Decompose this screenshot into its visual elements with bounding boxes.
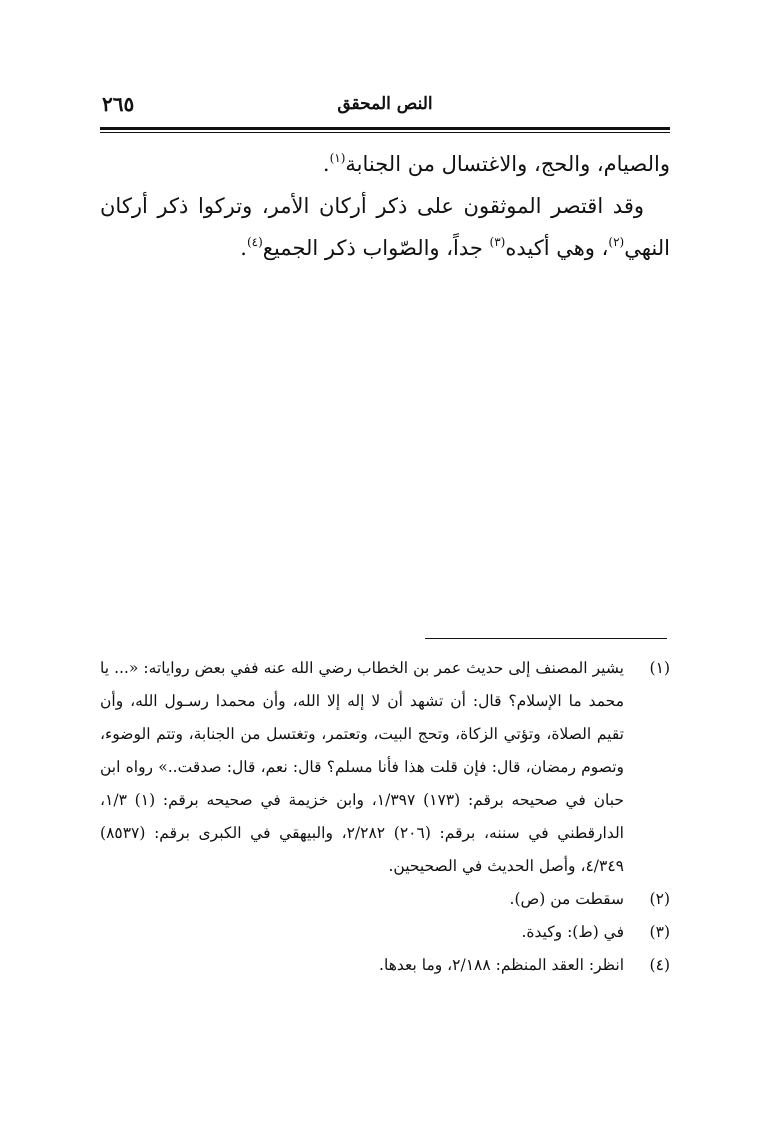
footnote-ref-4[interactable]: (٤) bbox=[246, 235, 263, 249]
page-header bbox=[100, 90, 670, 126]
footnote-ref-1[interactable]: (١) bbox=[329, 151, 346, 165]
paragraph-1-end: . bbox=[322, 152, 330, 176]
running-title: النص المحقق bbox=[337, 94, 433, 114]
footnote-text: في (ط): وكيدة. bbox=[521, 923, 624, 941]
paragraph-1-text: والصيام، والحج، والاغتسال من الجنابة bbox=[345, 152, 670, 176]
page-number: ٢٦٥ bbox=[102, 92, 135, 116]
header-rule-thin bbox=[100, 132, 670, 133]
paragraph-2-part-2: ، وهي أكيده bbox=[505, 236, 609, 260]
paragraph-1 bbox=[100, 143, 670, 185]
footnote-text: سقطت من (ص). bbox=[509, 890, 624, 908]
paragraph-2-part-1: وقد اقتصر الموثقون على ذكر أركان الأمر، وتركوا ذكر أركان النهي bbox=[100, 194, 670, 260]
footnote-text: انظر: العقد المنظم: ٢/١٨٨، وما بعدها. bbox=[379, 956, 624, 974]
footnotes bbox=[100, 652, 670, 982]
paragraph-2-end: . bbox=[240, 236, 247, 260]
footnote-separator bbox=[425, 638, 667, 639]
footnote-number: (١) bbox=[649, 659, 670, 677]
paragraph-2-part-3: جداً، والصّواب ذكر الجميع bbox=[262, 236, 490, 260]
footnote-number: (٣) bbox=[649, 923, 670, 941]
header-rule-thick bbox=[100, 127, 670, 130]
footnote-number: (٤) bbox=[649, 956, 670, 974]
footnote-3 bbox=[100, 916, 670, 949]
main-text bbox=[100, 143, 670, 269]
paragraph-2 bbox=[100, 185, 670, 269]
footnote-1 bbox=[100, 652, 670, 883]
footnote-ref-3[interactable]: (٣) bbox=[489, 235, 506, 249]
footnote-2 bbox=[100, 883, 670, 916]
footnote-text: يشير المصنف إلى حديث عمر بن الخطاب رضي الله عنه ففي بعض رواياته: «... يا محمد ما الإسلام؟ قال: أن تشهد أن لا إله إلا الله، وأن محمدا رسـول الله، وأن تقيم الصلاة، وتؤتي الزكاة، وتحج البيت، وتعتمر، وتغتسل من الجنابة، وتتم الوضوء، وتصوم رمضان، قال: فإن قلت هذا فأنا مسلم؟ قال: نعم، قال: صدقت..» رواه ابن حبان في صحيحه برقم: (١٧٣) ١/٣٩٧، وابن خزيمة في صحيحه برقم: (١) ١/٣، الدارقطني في سننه، برقم: (٢٠٦) ٢/٢٨٢، والبيهقي في الكبرى برقم: (٨٥٣٧) ٤/٣٤٩، وأصل الحديث في الصحيحين. bbox=[100, 659, 624, 875]
footnote-4 bbox=[100, 949, 670, 982]
footnote-number: (٢) bbox=[649, 890, 670, 908]
footnote-ref-2[interactable]: (٢) bbox=[608, 235, 625, 249]
